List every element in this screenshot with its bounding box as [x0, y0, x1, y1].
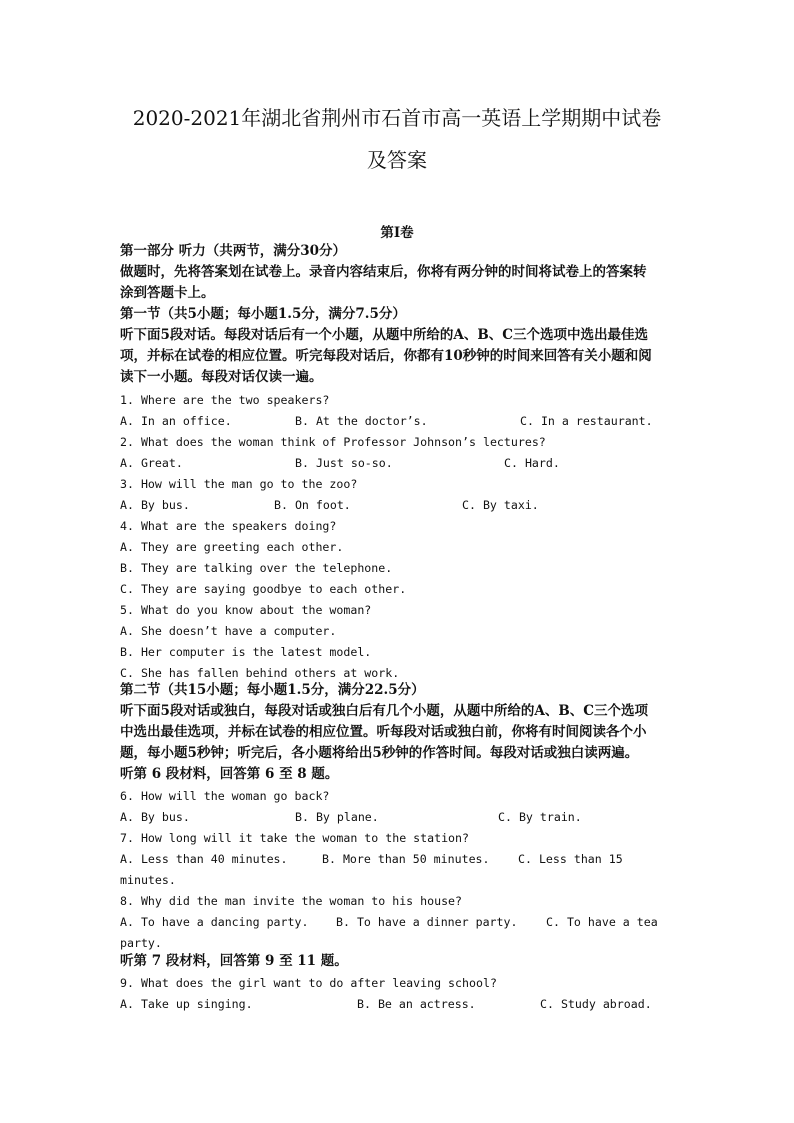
- option-a: A. Great.: [120, 456, 183, 470]
- question-stem: 5. What do you know about the woman?: [120, 603, 372, 617]
- option-a: A. Less than 40 minutes.: [120, 852, 288, 866]
- part1-heading: 第一部分 听力（共两节，满分30分）: [120, 243, 346, 259]
- material-7-heading: 听第 7 段材料，回答第 9 至 11 题。: [120, 953, 348, 969]
- option-c-continuation: minutes.: [120, 873, 176, 887]
- option-b: B. They are talking over the telephone.: [120, 561, 393, 575]
- option-c: C. Study abroad.: [540, 997, 652, 1011]
- option-c: C. To have a tea: [546, 915, 658, 929]
- question-stem: 4. What are the speakers doing?: [120, 519, 337, 533]
- option-b: B. To have a dinner party.: [336, 915, 518, 929]
- section1-instruction-line: 项，并标在试卷的相应位置。听完每段对话后，你都有10秒钟的时间来回答有关小题和阅: [120, 348, 652, 364]
- answer-options-row: [120, 807, 680, 828]
- option-c: C. In a restaurant.: [520, 414, 653, 428]
- question-stem: 1. Where are the two speakers?: [120, 393, 330, 407]
- option-a: A. They are greeting each other.: [120, 540, 344, 554]
- question-stem: 2. What does the woman think of Professor Johnson’s lectures?: [120, 435, 546, 449]
- option-c: C. Hard.: [504, 456, 560, 470]
- question-stem: 8. Why did the man invite the woman to his house?: [120, 894, 463, 908]
- part1-instruction-line: 做题时，先将答案划在试卷上。录音内容结束后，你将有两分钟的时间将试卷上的答案转: [120, 264, 647, 280]
- option-c-continuation: party.: [120, 936, 162, 950]
- question-stem: 7. How long will it take the woman to the station?: [120, 831, 470, 845]
- option-c: C. She has fallen behind others at work.: [120, 666, 400, 680]
- option-c: C. They are saying goodbye to each other.: [120, 582, 407, 596]
- option-c: C. By train.: [498, 810, 582, 824]
- option-a: A. In an office.: [120, 414, 232, 428]
- option-b: B. Just so-so.: [295, 456, 393, 470]
- question-stem: 6. How will the woman go back?: [120, 789, 330, 803]
- option-a: A. By bus.: [120, 498, 190, 512]
- option-b: B. More than 50 minutes.: [322, 852, 490, 866]
- option-a: A. Take up singing.: [120, 997, 253, 1011]
- document-title-line-1: 2020-2021年湖北省荆州市石首市高一英语上学期期中试卷: [132, 106, 662, 130]
- option-b: B. Be an actress.: [357, 997, 476, 1011]
- section1-instruction-line: 听下面5段对话。每段对话后有一个小题，从题中所给的A、B、C三个选项中选出最佳选: [120, 327, 649, 343]
- part1-instruction-line: 涂到答题卡上。: [120, 285, 215, 301]
- option-c: C. By taxi.: [462, 498, 539, 512]
- option-b: B. At the doctor’s.: [295, 414, 428, 428]
- answer-options-row: [120, 495, 680, 516]
- section2-instruction-line: 中选出最佳选项，并标在试卷的相应位置。听每段对话或独白前，你将有时间阅读各个小: [120, 724, 647, 740]
- section2-instruction-line: 题，每小题5秒钟；听完后，各小题将给出5秒钟的作答时间。每段对话或独白读两遍。: [120, 745, 639, 761]
- option-a: A. She doesn’t have a computer.: [120, 624, 337, 638]
- option-b: B. By plane.: [295, 810, 379, 824]
- section1-instruction-line: 读下一小题。每段对话仅读一遍。: [120, 369, 323, 385]
- answer-options-row: [120, 411, 680, 432]
- option-b: B. Her computer is the latest model.: [120, 645, 372, 659]
- answer-options-row: [120, 453, 680, 474]
- answer-options-row: [120, 912, 680, 933]
- document-title-line-2: 及答案: [367, 148, 427, 172]
- option-c: C. Less than 15: [518, 852, 623, 866]
- option-a: A. To have a dancing party.: [120, 915, 309, 929]
- option-b: B. On foot.: [274, 498, 351, 512]
- section2-heading: 第二节（共15小题；每小题1.5分，满分22.5分）: [120, 682, 425, 698]
- section1-heading: 第一节（共5小题；每小题1.5分，满分7.5分）: [120, 306, 406, 322]
- question-stem: 3. How will the man go to the zoo?: [120, 477, 358, 491]
- volume-heading: 第Ⅰ卷: [380, 225, 414, 241]
- question-stem: 9. What does the girl want to do after leaving school?: [120, 976, 497, 990]
- material-6-heading: 听第 6 段材料，回答第 6 至 8 题。: [120, 766, 339, 782]
- answer-options-row: [120, 994, 680, 1015]
- option-a: A. By bus.: [120, 810, 190, 824]
- answer-options-row: [120, 849, 680, 870]
- section2-instruction-line: 听下面5段对话或独白，每段对话或独白后有几个小题，从题中所给的A、B、C三个选项: [120, 703, 649, 719]
